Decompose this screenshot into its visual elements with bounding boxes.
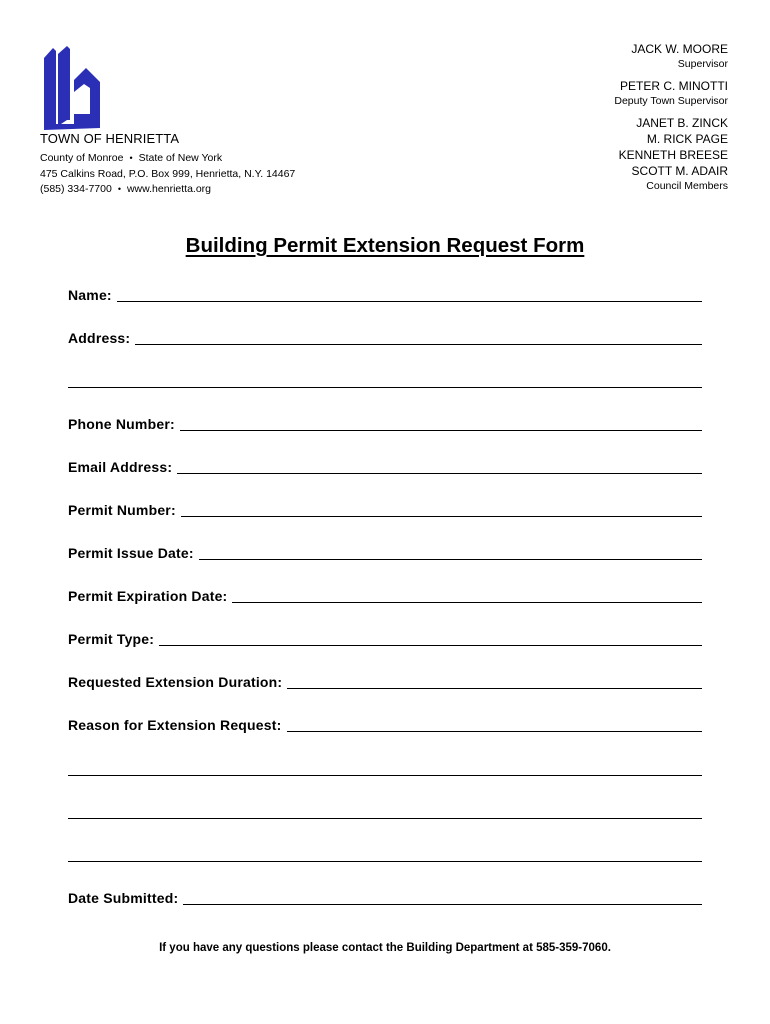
permit-issue-date-label: Permit Issue Date: <box>68 545 194 561</box>
name-field[interactable] <box>117 281 702 302</box>
deputy-role: Deputy Town Supervisor <box>614 95 728 107</box>
reason-field-line-2[interactable] <box>68 775 702 776</box>
permit-issue-date-field[interactable] <box>199 539 702 560</box>
town-name: TOWN OF HENRIETTA <box>40 131 180 146</box>
supervisor-name: JACK W. MOORE <box>631 42 728 56</box>
county-text: County of Monroe <box>40 152 124 164</box>
council-member-name: M. RICK PAGE <box>646 132 728 146</box>
county-state-line <box>40 152 222 164</box>
form-title: Building Permit Extension Request Form <box>185 234 585 257</box>
reason-field[interactable] <box>287 711 702 732</box>
reason-row <box>68 713 702 733</box>
contact-line <box>40 183 211 195</box>
extension-duration-label: Requested Extension Duration: <box>68 674 283 690</box>
council-member-name: SCOTT M. ADAIR <box>631 164 728 178</box>
extension-duration-field[interactable] <box>287 668 702 689</box>
permit-number-row <box>68 498 702 518</box>
permit-number-label: Permit Number: <box>68 502 176 518</box>
phone-text: (585) 334-7700 <box>40 183 112 195</box>
address-field[interactable] <box>135 324 702 345</box>
permit-expiration-date-field[interactable] <box>232 582 702 603</box>
email-field[interactable] <box>177 453 702 474</box>
deputy-name: PETER C. MINOTTI <box>620 79 728 93</box>
address-label: Address: <box>68 330 131 346</box>
supervisor-role: Supervisor <box>677 58 728 70</box>
footer-note: If you have any questions please contact the Building Department at 585-359-7060. <box>159 942 611 954</box>
name-label: Name: <box>68 287 112 303</box>
name-row <box>68 283 702 303</box>
reason-field-line-3[interactable] <box>68 818 702 819</box>
phone-field[interactable] <box>180 410 702 431</box>
state-text: State of New York <box>138 152 223 164</box>
email-label: Email Address: <box>68 459 173 475</box>
council-role: Council Members <box>646 180 728 192</box>
council-member-name: JANET B. ZINCK <box>636 116 728 130</box>
date-submitted-field[interactable] <box>183 884 702 905</box>
date-submitted-label: Date Submitted: <box>68 890 179 906</box>
reason-field-line-4[interactable] <box>68 861 702 862</box>
separator-bullet: • <box>117 184 121 194</box>
council-member-name: KENNETH BREESE <box>618 148 728 162</box>
permit-type-row <box>68 627 702 647</box>
town-logo-icon <box>40 44 108 130</box>
officials-block <box>614 41 728 194</box>
phone-row <box>68 412 702 432</box>
address-row <box>68 326 702 346</box>
permit-expiration-date-row <box>68 584 702 604</box>
phone-label: Phone Number: <box>68 416 175 432</box>
reason-label: Reason for Extension Request: <box>68 717 282 733</box>
address-line: 475 Calkins Road, P.O. Box 999, Henrietta, N.Y. 14467 <box>40 168 296 180</box>
address-field-line-2[interactable] <box>68 387 702 388</box>
permit-type-label: Permit Type: <box>68 631 155 647</box>
website-text: www.henrietta.org <box>126 183 212 195</box>
permit-number-field[interactable] <box>181 496 702 517</box>
permit-type-field[interactable] <box>159 625 702 646</box>
separator-bullet: • <box>129 153 133 163</box>
email-row <box>68 455 702 475</box>
date-submitted-row <box>68 886 702 906</box>
permit-issue-date-row <box>68 541 702 561</box>
extension-duration-row <box>68 670 702 690</box>
permit-expiration-date-label: Permit Expiration Date: <box>68 588 228 604</box>
